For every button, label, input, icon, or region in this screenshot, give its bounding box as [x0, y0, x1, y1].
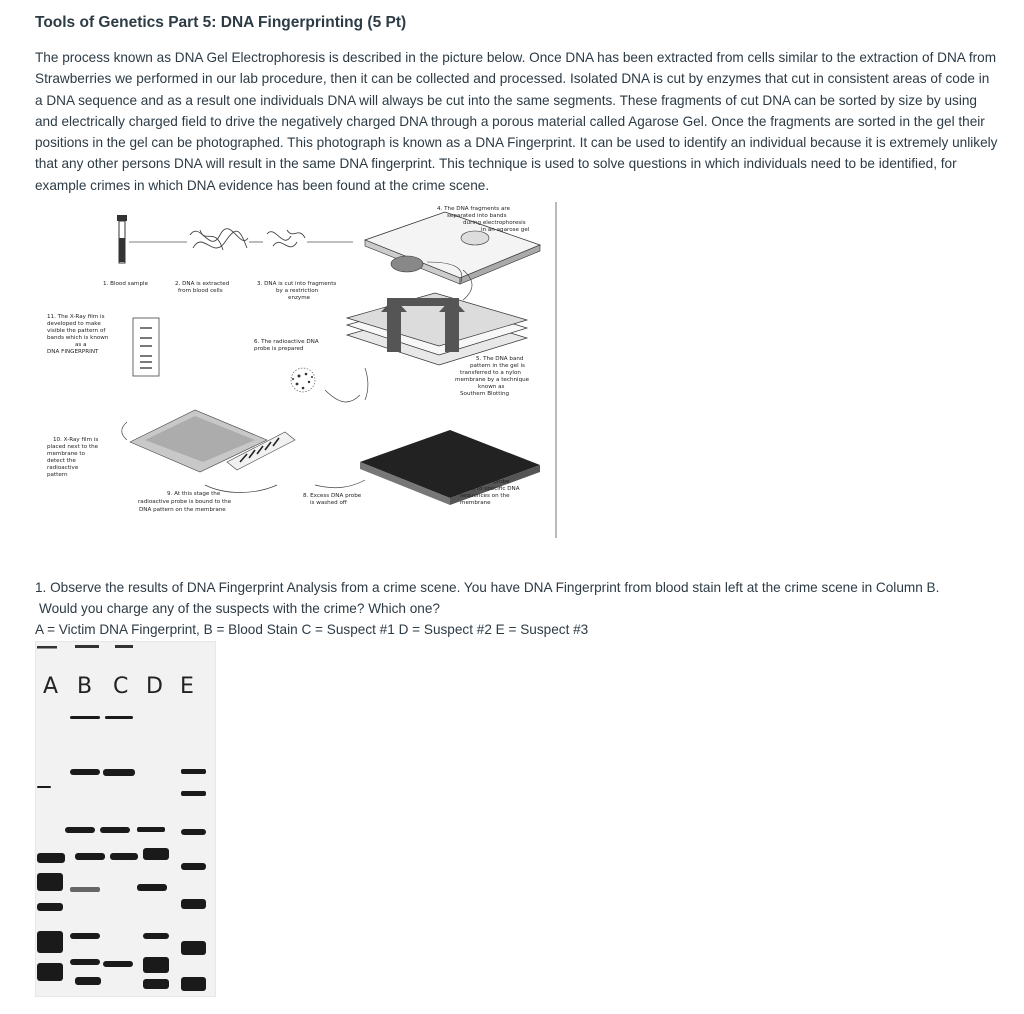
step-11-label-line2: developed to make	[47, 321, 101, 327]
probe-membrane	[360, 430, 540, 505]
radioactive-probe	[291, 368, 315, 392]
lane-label-c: C	[113, 674, 129, 699]
step-9-label-line2: radioactive probe is bound to the	[138, 499, 232, 505]
step-7-label-line4: membrane	[460, 500, 491, 506]
developed-fingerprint-film	[133, 318, 159, 376]
step-9-label: 9. At this stage the	[167, 491, 221, 497]
question-legend: A = Victim DNA Fingerprint, B = Blood Stain C = Suspect #1 D = Suspect #2 E = Suspect #3	[35, 622, 589, 637]
southern-blot-stack	[347, 293, 527, 365]
step-5-label: 5. The DNA band	[476, 356, 524, 362]
step-11-label: 11. The X-Ray film is	[47, 314, 105, 320]
lane-label-e: E	[180, 674, 194, 699]
dna-fingerprinting-diagram	[35, 200, 567, 540]
step-6-label: 6. The radioactive DNA	[254, 339, 319, 345]
step-10-label-line6: pattern	[47, 472, 68, 478]
step-5-label-line2: pattern in the gel is	[470, 363, 525, 369]
step-9-label-line3: DNA pattern on the membrane	[139, 507, 226, 513]
lane-label-a: A	[43, 674, 59, 699]
step-1-label: 1. Blood sample	[103, 281, 149, 287]
blood-sample-tube	[117, 215, 127, 263]
step-10-label: 10. X-Ray film is	[53, 437, 99, 443]
step-7-label-line3: sequences on the	[460, 493, 510, 499]
intro-paragraph: The process known as DNA Gel Electrophoresis is described in the picture below. Once DNA has been extracted from cells similar to the extraction of DNA from Strawberries we performed in our lab procedure, then it can be collected and processed. Isolated DNA is cut by enzymes that cut in consistent areas of code in a DNA sequence and as a result one individuals DNA will always be cut into the same segments. These fragments of cut DNA can be sorted by size by using and electrically charged field to drive the negatively charged DNA through a porous material called Agarose Gel. Once the fragments are sorted in the gel their positions in the gel can be photographed. This photograph is known as a DNA Fingerprint. It can be used to identify an individual because it is extremely unlikely that any other persons DNA will result in the same DNA fingerprint. This technique is used to solve questions in which individuals need to be identified, for example crimes in which DNA evidence has been found at the crime scene.	[35, 50, 998, 193]
step-2-label-line2: from blood cells	[178, 288, 223, 294]
question-block	[35, 577, 1000, 640]
question-line-2: Would you charge any of the suspects with the crime? Which one?	[39, 601, 440, 616]
question-line-1: 1. Observe the results of DNA Fingerprint Analysis from a crime scene. You have DNA Fingerprint from blood stain left at the crime scene in Column B.	[35, 580, 940, 595]
step-10-label-line3: membrane to	[47, 451, 85, 457]
step-7-label-line2: binds to specific DNA	[460, 486, 520, 492]
step-10-label-line5: radioactive	[47, 465, 79, 471]
lane-label-d: D	[146, 674, 163, 699]
step-5-label-line5: known as	[478, 384, 505, 390]
step-5-label-line4: membrane by a technique	[455, 377, 530, 383]
step-5-label-line6: Southern Blotting	[460, 391, 510, 397]
step-8-label: 8. Excess DNA probe	[303, 493, 362, 499]
extracted-dna-strand	[190, 229, 248, 250]
step-4-label-line3: during electrophoresis	[463, 220, 526, 226]
step-4-label-line2: separated into bands	[447, 213, 507, 219]
step-10-label-line2: placed next to the	[47, 444, 99, 450]
step-7-label: 7. The DNA probe	[460, 479, 510, 485]
step-3-label-line3: enzyme	[288, 295, 311, 301]
step-4-label: 4. The DNA fragments are	[437, 206, 511, 212]
step-4-label-line4: in an agarose gel	[481, 227, 530, 233]
step-2-label: 2. DNA is extracted	[175, 281, 230, 287]
step-5-label-line3: transferred to a nylon	[460, 370, 521, 376]
step-11-label-line4: bands which is known	[47, 335, 109, 341]
lane-label-b: B	[77, 674, 93, 699]
step-10-label-line4: detect the	[47, 458, 76, 464]
dna-fragments	[267, 230, 305, 247]
step-11-label-line5: as a	[75, 342, 87, 348]
step-6-label-line2: probe is prepared	[254, 346, 304, 352]
step-3-label: 3. DNA is cut into fragments	[257, 281, 337, 287]
step-11-label-line6: DNA FINGERPRINT	[47, 349, 99, 355]
step-8-label-line2: is washed off	[310, 500, 347, 506]
step-11-label-line3: visible the pattern of	[47, 328, 106, 334]
step-3-label-line2: by a restriction	[276, 288, 319, 294]
page-title: Tools of Genetics Part 5: DNA Fingerprinting (5 Pt)	[35, 14, 407, 31]
dna-fingerprint-gel-photo	[35, 641, 216, 997]
